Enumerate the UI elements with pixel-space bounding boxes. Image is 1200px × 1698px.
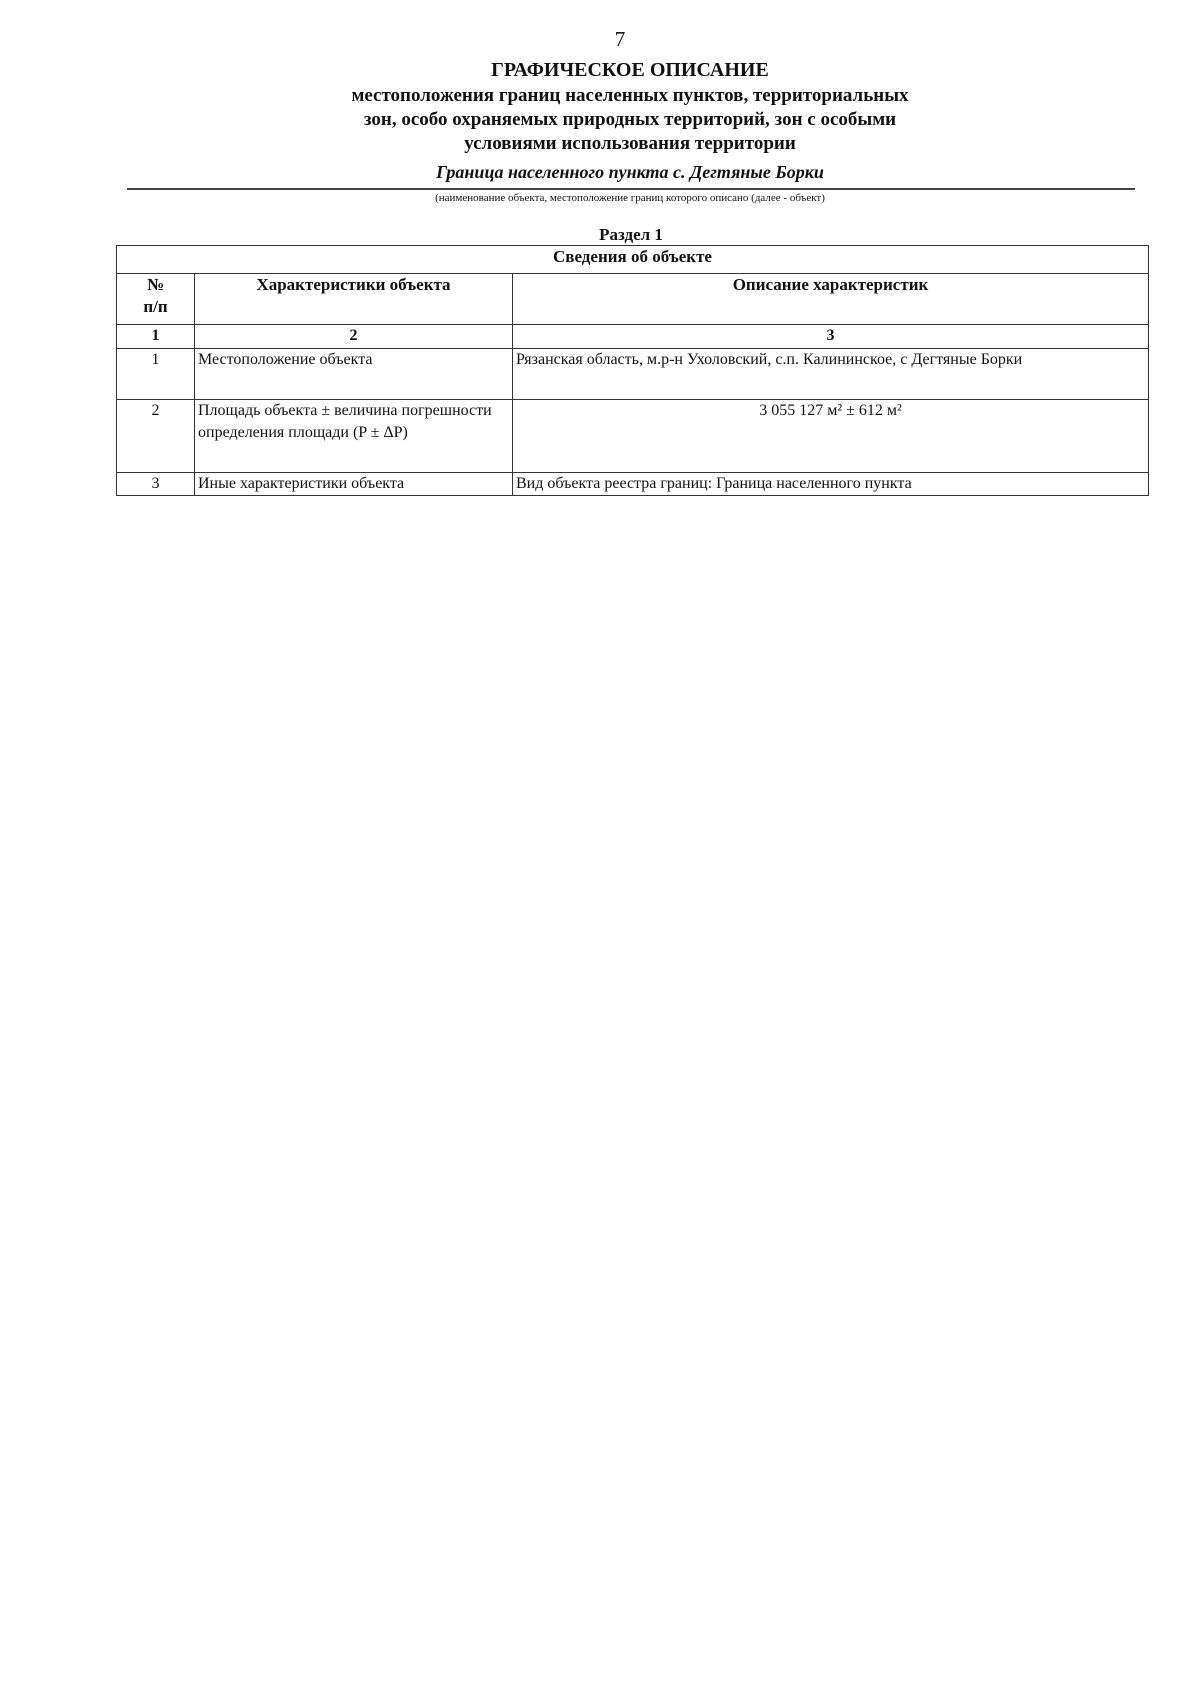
table-caption: Сведения об объекте [117, 246, 1149, 274]
column-index-row [117, 325, 1149, 349]
row-characteristic: Иные характеристики объекта [195, 473, 513, 496]
table-caption-row [117, 246, 1149, 274]
object-name-caption: (наименование объекта, местоположение границ которого описано (далее - объект) [435, 192, 825, 204]
table-header-row [117, 274, 1149, 325]
row-characteristic: Местоположение объекта [195, 349, 513, 400]
header-description: Описание характеристик [513, 274, 1149, 325]
document-subtitle [0, 84, 1200, 156]
row-description: Вид объекта реестра границ: Граница населенного пункта [513, 473, 1149, 496]
table-row [117, 349, 1149, 400]
subtitle-line: условиями использования территории [464, 133, 796, 154]
object-name-underline [127, 188, 1135, 190]
subtitle-line: зон, особо охраняемых природных территорий, зон с особыми [363, 109, 897, 130]
header-number [117, 274, 195, 325]
row-description: Рязанская область, м.р-н Ухоловский, с.п. Калининское, с Дегтяные Борки [513, 349, 1149, 400]
object-info-table [116, 245, 1149, 496]
object-name: Граница населенного пункта с. Дегтяные Борки [436, 162, 824, 182]
column-index: 3 [513, 325, 1149, 349]
section-title: Раздел 1 [599, 225, 663, 244]
document-title: ГРАФИЧЕСКОЕ ОПИСАНИЕ [491, 59, 769, 81]
row-characteristic: Площадь объекта ± величина погрешности определения площади (P ± ΔP) [195, 400, 513, 473]
column-index: 1 [117, 325, 195, 349]
row-number: 3 [117, 473, 195, 496]
row-number: 2 [117, 400, 195, 473]
row-number: 1 [117, 349, 195, 400]
table-row [117, 473, 1149, 496]
header-characteristics: Характеристики объекта [195, 274, 513, 325]
table-row [117, 400, 1149, 473]
row-description: 3 055 127 м² ± 612 м² [513, 400, 1149, 473]
page-number: 7 [614, 27, 626, 51]
header-number-line1: № [146, 275, 165, 294]
column-index: 2 [195, 325, 513, 349]
header-number-line2: п/п [143, 297, 168, 316]
subtitle-line: местоположения границ населенных пунктов, территориальных [351, 85, 909, 106]
